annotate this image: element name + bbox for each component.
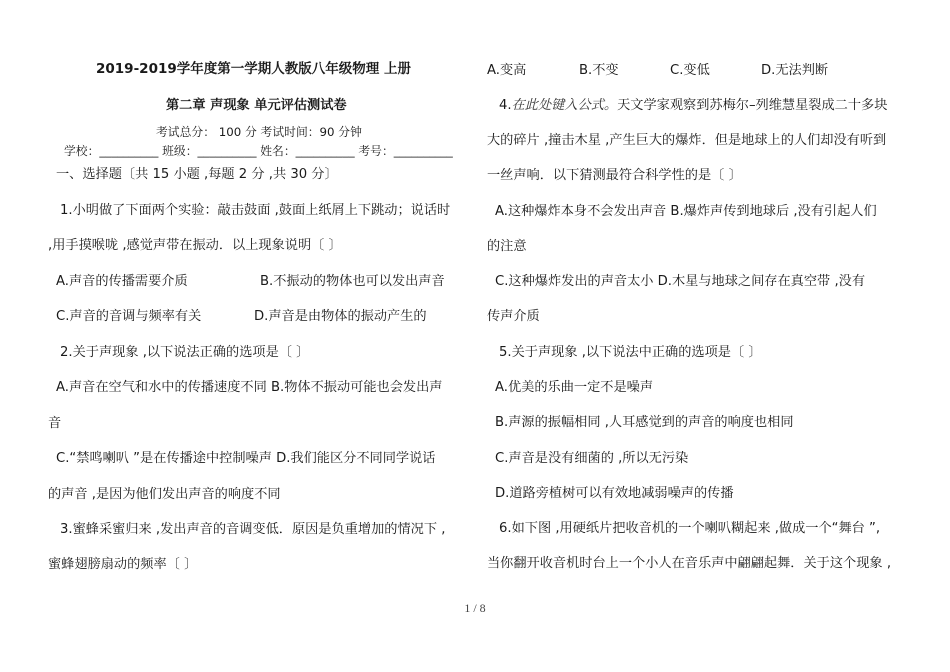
question-4-options-cd: C.这种爆炸发出的声音太小 D.木星与地球之间存在真空带 ,没有 (495, 274, 866, 289)
question-3-stem-cont: 蜜蜂翅膀扇动的频率〔 〕 (48, 557, 198, 572)
document-title: 2019-2019学年度第一学期人教版八年级物理 上册 (96, 61, 411, 77)
question-5-option-d: D.道路旁植树可以有效地减弱噪声的传播 (495, 486, 734, 501)
question-2-options-cd: C.“禁鸣喇叭 ”是在传播途中控制噪声 D.我们能区分不同同学说话 (56, 451, 436, 466)
question-1-option-c: C.声音的音调与频率有关 (56, 309, 202, 324)
question-2-options-ab: A.声音在空气和水中的传播速度不同 B.物体不振动可能也会发出声 (56, 380, 443, 395)
question-4-options-cd-cont: 传声介质 (487, 309, 540, 324)
question-6-stem-cont: 当你翻开收音机时台上一个小人在音乐声中翩翩起舞．关于这个现象 , (487, 556, 892, 571)
question-4-options-ab-cont: 的注意 (487, 239, 527, 254)
question-4-stem-cont: 大的碎片 ,撞击木星 ,产生巨大的爆炸．但是地球上的人们却没有听到 (487, 133, 887, 148)
question-2-options-cd-cont: 的声音 ,是因为他们发出声音的响度不同 (48, 487, 281, 502)
question-4-number: 4. (499, 98, 512, 113)
question-1-option-a: A.声音的传播需要介质 (56, 274, 188, 289)
exam-info: 考试总分： 100 分 考试时间：90 分钟 (156, 125, 362, 139)
question-6-stem: 6.如下图 ,用硬纸片把收音机的一个喇叭糊起来 ,做成一个“舞台 ”, (499, 521, 881, 536)
student-fields: 学校：__________ 班级：__________ 姓名：__________ 考号：__________ (64, 144, 453, 158)
question-3-option-c: C.变低 (670, 63, 710, 78)
question-1-option-b: B.不振动的物体也可以发出声音 (260, 274, 445, 289)
question-2-stem: 2.关于声现象 ,以下说法正确的选项是〔 〕 (60, 345, 310, 360)
question-1-option-d: D.声音是由物体的振动产生的 (254, 309, 427, 324)
question-4-stem (499, 97, 887, 115)
section-heading: 一、选择题〔共 15 小题 ,每题 2 分 ,共 30 分〕 (56, 167, 338, 182)
question-1-stem-cont: ,用手摸喉咙 ,感觉声带在振动．以上现象说明〔 〕 (48, 238, 342, 253)
question-3-option-b: B.不变 (579, 63, 619, 78)
question-4-options-ab: A.这种爆炸本身不会发出声音 B.爆炸声传到地球后 ,没有引起人们 (495, 204, 877, 219)
question-5-option-c: C.声音是没有细菌的 ,所以无污染 (495, 451, 689, 466)
question-3-option-d: D.无法判断 (761, 63, 829, 78)
question-4-stem-cont2: 一丝声响．以下猜测最符合科学性的是〔 〕 (487, 168, 742, 183)
question-3-stem: 3.蜜蜂采蜜归来 ,发出声音的音调变低．原因是负重增加的情况下 , (60, 522, 446, 537)
question-5-option-a: A.优美的乐曲一定不是噪声 (495, 380, 654, 395)
formula-placeholder: 在此处键入公式。 (511, 98, 618, 113)
question-2-options-ab-cont: 音 (48, 416, 62, 431)
question-5-option-b: B.声源的振幅相同 ,人耳感觉到的声音的响度也相同 (495, 415, 794, 430)
question-1-stem: 1.小明做了下面两个实验：敲击鼓面 ,鼓面上纸屑上下跳动；说话时 (60, 203, 451, 218)
question-4-text: 天文学家观察到苏梅尔–列维慧星裂成二十多块 (617, 98, 888, 113)
question-5-stem: 5.关于声现象 ,以下说法中正确的选项是〔 〕 (499, 345, 762, 360)
document-subtitle: 第二章 声现象 单元评估测试卷 (166, 98, 347, 113)
question-3-option-a: A.变高 (487, 63, 527, 78)
page-number: 1 / 8 (464, 601, 486, 615)
